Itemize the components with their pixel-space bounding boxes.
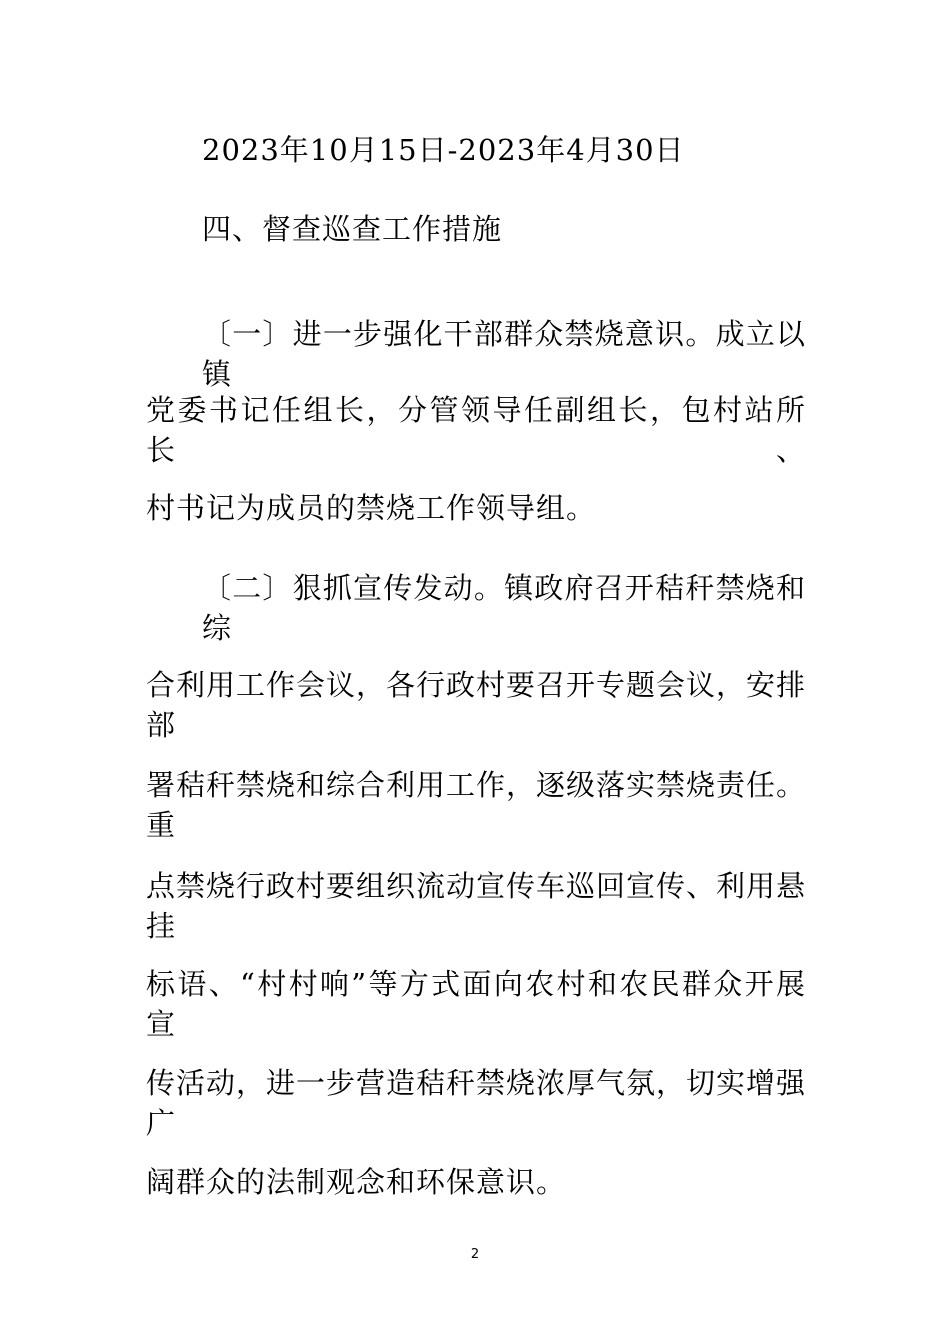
date-range-line: 2023年10月15日-2023年4月30日 (202, 133, 685, 167)
paragraph-2-line-3: 署秸秆禁烧和综合利用工作，逐级落实禁烧责任。重 (146, 768, 807, 842)
paragraph-2-line-7: 阔群众的法制观念和环保意识。 (146, 1165, 567, 1199)
paragraph-2-line-4: 点禁烧行政村要组织流动宣传车巡回宣传、利用悬挂 (146, 869, 807, 943)
paragraph-2-line-1: 〔二〕狠抓宣传发动。镇政府召开秸秆禁烧和综 (202, 571, 806, 645)
paragraph-2-line-5: 标语、“村村响”等方式面向农村和农民群众开展宣 (146, 967, 806, 1041)
paragraph-1-line-2: 党委书记任组长，分管领导任副组长，包村站所长、 (146, 393, 806, 467)
page-number: 2 (470, 1247, 480, 1262)
paragraph-1-line-3: 村书记为成员的禁烧工作领导组。 (146, 491, 597, 525)
section-heading: 四、督查巡查工作措施 (202, 212, 503, 246)
paragraph-1-line-1: 〔一〕进一步强化干部群众禁烧意识。成立以镇 (202, 317, 806, 391)
paragraph-2-line-6: 传活动，进一步营造秸秆禁烧浓厚气氛，切实增强广 (146, 1066, 807, 1140)
paragraph-2-line-2: 合利用工作会议，各行政村要召开专题会议，安排部 (146, 668, 807, 742)
